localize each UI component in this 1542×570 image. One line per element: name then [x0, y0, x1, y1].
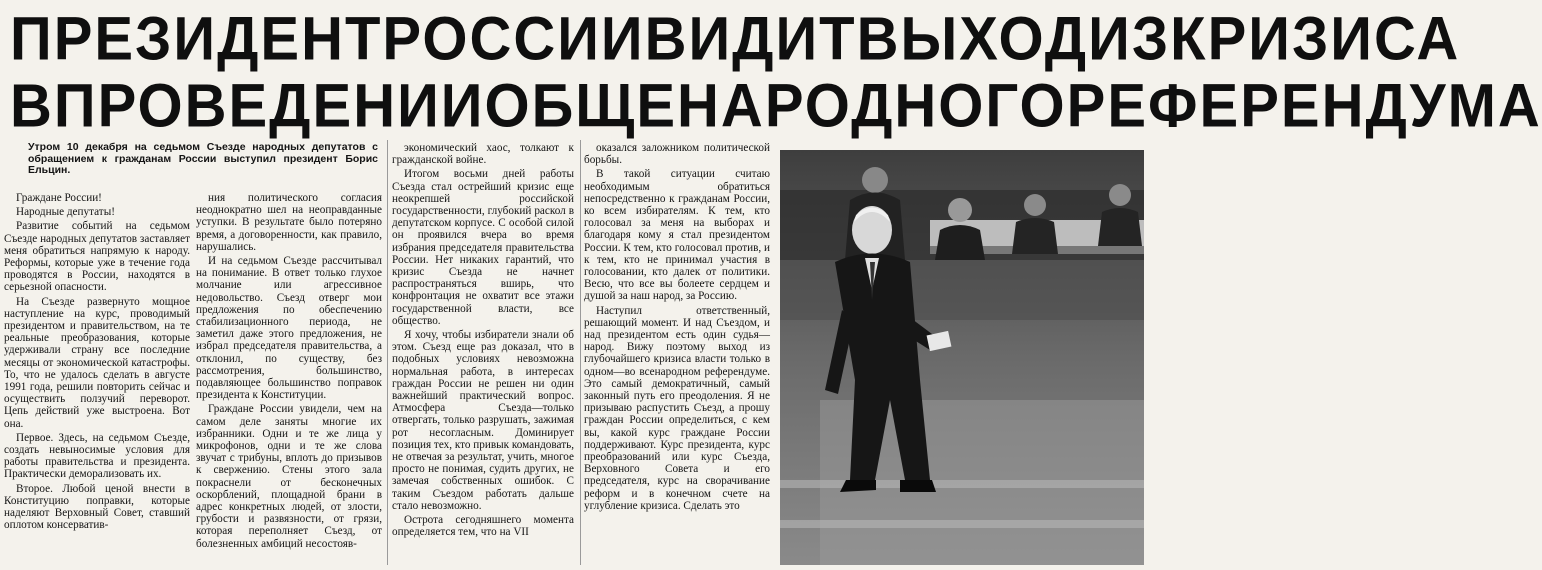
article-lead — [28, 142, 378, 182]
paragraph: Граждане России! — [16, 192, 102, 204]
paragraph: Наступил ответственный, решающий момент. И над Съездом, и над президентом есть один судья—народ. Вижу поэтому выход из глубочайшего кризиса власти только в одном—во всенародном референдуме. Это самый демократичный, самый законный путь его преодоления. Я не призываю распустить Съезд, а прошу граждан России определиться, с кем вы, какой курс граждане России поддерживают. Курс президента, курс преобразований или курс Съезда, Верховного Совета и его председателя, курс на сворачивание реформ и в конечном счете на углубление кризиса. Сделать это — [584, 304, 770, 512]
paragraph: экономический хаос, толкают к гражданской войне. — [392, 142, 574, 167]
paragraph: Народные депутаты! — [16, 206, 115, 219]
photo-illustration — [780, 150, 1144, 565]
paragraph: Я хочу, чтобы избиратели знали об этом. Съезд еще раз доказал, что в подобных условиях невозможна нормальная работа, в интересах граждан России не решен ни один важнейший практический вопрос. Атмосфера Съезда—только отвергать, только разрушать, зажимая рот несогласным. Доминирует позиция тех, кто привык командовать, не отвечая за результат, учить, многое просто не понимая, судить других, не замечая собственных ошибок. С таким Съездом работать дальше стало невозможно. — [392, 329, 574, 512]
paragraph: ния политического согласия неоднократно шел на неоправданные уступки. В результате было потеряно время, а договоренности, как правило, нарушались. — [196, 192, 382, 253]
paragraph: Острота сегодняшнего момента определяется тем, что на VII — [392, 514, 574, 539]
headline — [10, 4, 1542, 141]
headline-word: КРИЗИСА — [1170, 4, 1461, 74]
article-column-1 — [4, 192, 190, 565]
paragraph: оказался заложником политической борьбы. — [584, 142, 770, 167]
headline-word: ВЫХОД — [856, 4, 1089, 74]
paragraph: Итогом восьми дней работы Съезда стал острейший кризис еще неокрепшей российской государственности, глубокий раскол в депутатском корпусе. С особой силой он проявился вчера во время избрания председателя правительства России. Нет никаких гарантий, что кризис Съезда не начнет распространяться вширь, что конфронтация не охватит все этажи государственной власти, все общество. — [392, 168, 574, 327]
headline-word: ПРЕЗИДЕНТ — [10, 4, 383, 74]
article-column-4 — [584, 142, 770, 565]
headline-word: ОБЩЕНАРОДНОГО — [484, 72, 1067, 141]
paragraph: В такой ситуации считаю необходимым обратиться непосредственно к гражданам России, ко всем избирателям. К тем, кто голосовал за меня на выборах и благодаря кому я стал президентом России. К тем, кто голосовал против, и к тем, кто не принимал участия в голосовании, кто далек от политики. Весю, что все вы болеете сердцем и душой за наш народ, за Россию. — [584, 168, 770, 303]
lead-paragraph: Утром 10 декабря на седьмом Съезде народных депутатов с обращением к гражданам России выступил президент Борис Ельцин. — [28, 141, 378, 177]
paragraph: Второе. Любой ценой внести в Конституцию поправки, которые наделяют Верховный Совет, ставший оплотом консерватив- — [4, 482, 190, 532]
yeltsin-photo — [780, 150, 1144, 565]
headline-word: ИЗ — [1088, 4, 1171, 74]
headline-word: В — [10, 72, 54, 141]
headline-line-1 — [10, 4, 1461, 74]
article-column-2 — [196, 192, 382, 565]
paragraph: Граждане России увидели, чем на самом деле заняты многие их избранники. Одни и те же лица у микрофонов, одни и те же слова звучат с трибуны, вплоть до призывов к свержению. Стены этого зала покраснели от бесконечных оскорблений, площадной брани в адрес конкретных людей, от злости, грубости и развязности, от грязи, которая переполняет Съезд, от болезненных амбиций несостояв- — [196, 403, 382, 550]
paragraph: Развитие событий на седьмом Съезде народных депутатов заставляет меня обратиться напрямую к народу. Реформы, которые уже в течение года проводятся в России, находятся в серьезной опасности. — [4, 220, 190, 294]
paragraph: Первое. Здесь, на седьмом Съезде, создать невыносимые условия для работы правительства и президента. Практически деморализовать их. — [4, 431, 190, 481]
column-rule — [580, 140, 581, 565]
headline-word: ПРОВЕДЕНИИ — [53, 72, 485, 141]
column-rule — [387, 140, 388, 565]
headline-line-2 — [10, 72, 1542, 141]
paragraph: На Съезде развернуто мощное наступление на курс, проводимый президентом и правительством, на те реальные преобразования, которые удерживали страну все последние месяцы от экономической катастрофы. То, что не удалось сделать в августе 1991 года, решили повторить сейчас и осуществить ползучий переворот. Цепь действий уже выстроена. Вот она. — [4, 295, 190, 430]
headline-word: ВИДИТ — [644, 4, 857, 74]
headline-word: РЕФЕРЕНДУМА — [1066, 72, 1542, 141]
article-column-3 — [392, 142, 574, 565]
headline-word: РОССИИ — [382, 4, 645, 74]
paragraph: И на седьмом Съезде рассчитывал на понимание. В ответ только глухое молчание или агрессивное недовольство. Съезд отверг мои предложения по обеспечению стабилизационного периода, не заметил даже этого предложения, не избрал председателя правительства, а отклонил, по существу, без рассмотрения, большинство, подавляющее большинство поправок президента к Конституции. — [196, 255, 382, 402]
